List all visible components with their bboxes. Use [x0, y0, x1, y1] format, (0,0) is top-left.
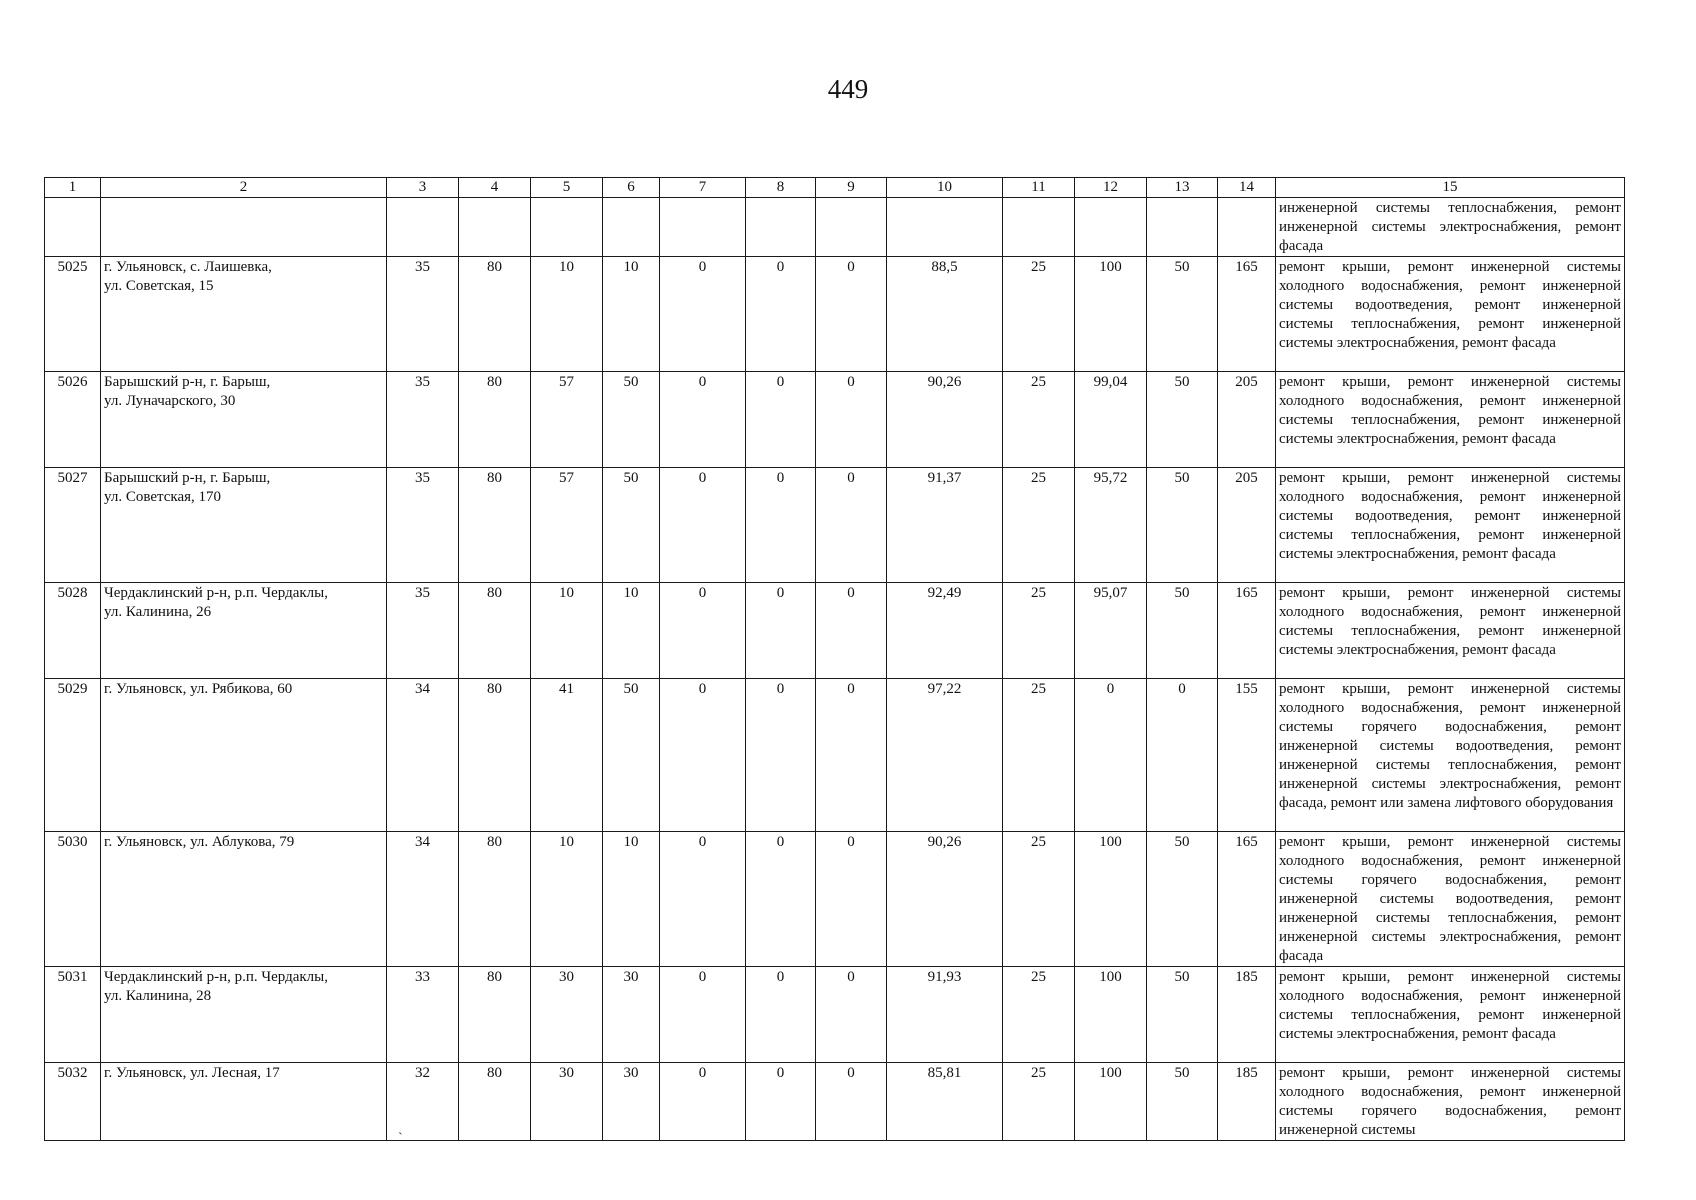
- row-value-col-10: 97,22: [887, 679, 1003, 832]
- address-line: Чердаклинский р-н, р.п. Чердаклы,: [104, 585, 328, 601]
- page-number: 449: [827, 74, 869, 104]
- row-id: 5028: [45, 583, 101, 679]
- row-value-col-13: 50: [1147, 468, 1218, 583]
- col-header: 12: [1075, 178, 1147, 198]
- row-value-col-6: [603, 198, 660, 257]
- row-value-col-4: 80: [459, 468, 531, 583]
- row-value-col-10: 85,81: [887, 1063, 1003, 1141]
- row-value-col-4: 80: [459, 1063, 531, 1141]
- address-line: ул. Калинина, 28: [104, 988, 212, 1004]
- col-header: 13: [1147, 178, 1218, 198]
- row-value-col-7: 0: [660, 967, 746, 1063]
- row-id: [45, 198, 101, 257]
- row-value-col-7: 0: [660, 1063, 746, 1141]
- row-value-col-14: 165: [1218, 583, 1276, 679]
- address-line: ул. Луначарского, 30: [104, 393, 236, 409]
- row-value-col-12: 100: [1075, 967, 1147, 1063]
- row-value-col-9: 0: [816, 583, 887, 679]
- table-row: [45, 967, 1625, 1063]
- row-value-col-5: 10: [531, 832, 603, 967]
- address-line: г. Ульяновск, ул. Лесная, 17: [104, 1065, 280, 1081]
- row-value-col-8: 0: [746, 679, 816, 832]
- row-value-col-9: [816, 198, 887, 257]
- row-value-col-13: 50: [1147, 1063, 1218, 1141]
- table-row: [45, 468, 1625, 583]
- row-address: [101, 372, 387, 468]
- row-value-col-12: 95,72: [1075, 468, 1147, 583]
- col-header: 9: [816, 178, 887, 198]
- row-value-col-3: 34: [387, 679, 459, 832]
- row-works: ремонт крыши, ремонт инженерной системы холодного водоснабжения, ремонт инженерной системы горячего водоснабжения, ремонт инженерной системы: [1276, 1063, 1625, 1141]
- row-value-col-7: 0: [660, 257, 746, 372]
- address-line: Чердаклинский р-н, р.п. Чердаклы,: [104, 969, 328, 985]
- col-header: 11: [1003, 178, 1075, 198]
- row-value-col-11: 25: [1003, 468, 1075, 583]
- row-address: [101, 679, 387, 832]
- col-header: 8: [746, 178, 816, 198]
- row-value-col-8: 0: [746, 1063, 816, 1141]
- row-value-col-14: 185: [1218, 1063, 1276, 1141]
- row-value-col-10: 88,5: [887, 257, 1003, 372]
- row-value-col-3: 35: [387, 257, 459, 372]
- row-value-col-14: 185: [1218, 967, 1276, 1063]
- table-row: [45, 372, 1625, 468]
- row-value-col-7: 0: [660, 583, 746, 679]
- row-value-col-9: 0: [816, 257, 887, 372]
- row-value-col-9: 0: [816, 1063, 887, 1141]
- row-value-col-5: 10: [531, 583, 603, 679]
- row-value-col-5: 10: [531, 257, 603, 372]
- row-value-col-9: 0: [816, 967, 887, 1063]
- row-works: ремонт крыши, ремонт инженерной системы холодного водоснабжения, ремонт инженерной системы горячего водоснабжения, ремонт инженерной системы водоотведения, ремонт инженерной системы теплоснабжения, ремонт инженерной системы электроснабжения, ремонт фасада: [1276, 832, 1625, 967]
- col-header: 10: [887, 178, 1003, 198]
- row-value-col-12: 0: [1075, 679, 1147, 832]
- col-header: 7: [660, 178, 746, 198]
- row-value-col-13: 50: [1147, 832, 1218, 967]
- row-address: [101, 468, 387, 583]
- row-value-col-11: [1003, 198, 1075, 257]
- row-id: 5032: [45, 1063, 101, 1141]
- row-value-col-3: [387, 198, 459, 257]
- row-value-col-12: [1075, 198, 1147, 257]
- row-value-col-7: [660, 198, 746, 257]
- row-value-col-14: 205: [1218, 372, 1276, 468]
- row-address: [101, 1063, 387, 1141]
- row-address: [101, 257, 387, 372]
- row-id: 5025: [45, 257, 101, 372]
- row-value-col-12: 99,04: [1075, 372, 1147, 468]
- row-value-col-3: 32: [387, 1063, 459, 1141]
- row-value-col-10: 91,37: [887, 468, 1003, 583]
- address-line: ул. Калинина, 26: [104, 604, 212, 620]
- row-value-col-10: 90,26: [887, 372, 1003, 468]
- row-value-col-11: 25: [1003, 583, 1075, 679]
- row-id: 5030: [45, 832, 101, 967]
- row-works: ремонт крыши, ремонт инженерной системы холодного водоснабжения, ремонт инженерной системы водоотведения, ремонт инженерной системы теплоснабжения, ремонт инженерной системы электроснабжения, ремонт фасада: [1276, 257, 1625, 372]
- row-value-col-8: 0: [746, 583, 816, 679]
- row-value-col-14: 205: [1218, 468, 1276, 583]
- row-value-col-13: 0: [1147, 679, 1218, 832]
- row-works: ремонт крыши, ремонт инженерной системы холодного водоснабжения, ремонт инженерной системы теплоснабжения, ремонт инженерной системы электроснабжения, ремонт фасада: [1276, 967, 1625, 1063]
- col-header: 1: [45, 178, 101, 198]
- row-address: [101, 967, 387, 1063]
- row-value-col-8: 0: [746, 372, 816, 468]
- row-value-col-14: [1218, 198, 1276, 257]
- row-value-col-11: 25: [1003, 372, 1075, 468]
- row-value-col-7: 0: [660, 372, 746, 468]
- registry-table: [44, 177, 1625, 1141]
- row-value-col-14: 155: [1218, 679, 1276, 832]
- row-value-col-12: 95,07: [1075, 583, 1147, 679]
- row-value-col-9: 0: [816, 832, 887, 967]
- row-value-col-9: 0: [816, 679, 887, 832]
- scan-mark: `: [398, 1131, 403, 1146]
- row-id: 5029: [45, 679, 101, 832]
- row-address: [101, 583, 387, 679]
- table-row: [45, 198, 1625, 257]
- row-address: [101, 198, 387, 257]
- row-value-col-13: 50: [1147, 257, 1218, 372]
- row-value-col-13: 50: [1147, 583, 1218, 679]
- col-header: 5: [531, 178, 603, 198]
- row-value-col-11: 25: [1003, 1063, 1075, 1141]
- row-value-col-7: 0: [660, 468, 746, 583]
- row-value-col-4: 80: [459, 832, 531, 967]
- address-line: ул. Советская, 15: [104, 278, 214, 294]
- row-works: инженерной системы теплоснабжения, ремонт инженерной системы электроснабжения, ремонт фасада: [1276, 198, 1625, 257]
- row-value-col-4: 80: [459, 679, 531, 832]
- row-id: 5031: [45, 967, 101, 1063]
- row-value-col-12: 100: [1075, 1063, 1147, 1141]
- table-row: [45, 832, 1625, 967]
- col-header: 14: [1218, 178, 1276, 198]
- address-line: Барышский р-н, г. Барыш,: [104, 374, 271, 390]
- row-value-col-4: 80: [459, 257, 531, 372]
- row-id: 5026: [45, 372, 101, 468]
- row-value-col-12: 100: [1075, 257, 1147, 372]
- row-value-col-6: 10: [603, 832, 660, 967]
- row-value-col-8: [746, 198, 816, 257]
- table-row: [45, 583, 1625, 679]
- row-value-col-7: 0: [660, 679, 746, 832]
- row-value-col-6: 50: [603, 679, 660, 832]
- row-value-col-6: 50: [603, 468, 660, 583]
- row-value-col-11: 25: [1003, 967, 1075, 1063]
- row-value-col-8: 0: [746, 832, 816, 967]
- row-value-col-13: 50: [1147, 372, 1218, 468]
- col-header: 2: [101, 178, 387, 198]
- address-line: г. Ульяновск, ул. Аблукова, 79: [104, 834, 295, 850]
- row-value-col-5: 30: [531, 967, 603, 1063]
- row-value-col-6: 50: [603, 372, 660, 468]
- row-address: [101, 832, 387, 967]
- row-value-col-14: 165: [1218, 257, 1276, 372]
- row-value-col-5: [531, 198, 603, 257]
- row-value-col-10: 91,93: [887, 967, 1003, 1063]
- row-works: ремонт крыши, ремонт инженерной системы холодного водоснабжения, ремонт инженерной системы горячего водоснабжения, ремонт инженерной системы водоотведения, ремонт инженерной системы теплоснабжения, ремонт инженерной системы электроснабжения, ремонт фасада, ремонт или замена лифтового оборудования: [1276, 679, 1625, 832]
- col-header: 3: [387, 178, 459, 198]
- address-line: г. Ульяновск, с. Лаишевка,: [104, 259, 272, 275]
- row-id: 5027: [45, 468, 101, 583]
- row-value-col-8: 0: [746, 967, 816, 1063]
- row-value-col-3: 33: [387, 967, 459, 1063]
- header-row: [45, 178, 1625, 198]
- row-value-col-9: 0: [816, 468, 887, 583]
- table-row: [45, 1063, 1625, 1141]
- row-value-col-5: 57: [531, 372, 603, 468]
- row-value-col-10: 90,26: [887, 832, 1003, 967]
- row-works: ремонт крыши, ремонт инженерной системы холодного водоснабжения, ремонт инженерной системы теплоснабжения, ремонт инженерной системы электроснабжения, ремонт фасада: [1276, 583, 1625, 679]
- row-value-col-6: 10: [603, 583, 660, 679]
- address-line: ул. Советская, 170: [104, 489, 221, 505]
- address-line: г. Ульяновск, ул. Рябикова, 60: [104, 681, 293, 697]
- row-value-col-4: 80: [459, 967, 531, 1063]
- row-value-col-5: 57: [531, 468, 603, 583]
- row-value-col-13: [1147, 198, 1218, 257]
- row-value-col-13: 50: [1147, 967, 1218, 1063]
- row-value-col-8: 0: [746, 468, 816, 583]
- row-value-col-12: 100: [1075, 832, 1147, 967]
- row-value-col-8: 0: [746, 257, 816, 372]
- row-works: ремонт крыши, ремонт инженерной системы холодного водоснабжения, ремонт инженерной системы водоотведения, ремонт инженерной системы теплоснабжения, ремонт инженерной системы электроснабжения, ремонт фасада: [1276, 468, 1625, 583]
- row-value-col-4: [459, 198, 531, 257]
- row-value-col-3: 35: [387, 583, 459, 679]
- row-value-col-3: 35: [387, 468, 459, 583]
- row-value-col-6: 10: [603, 257, 660, 372]
- row-value-col-5: 41: [531, 679, 603, 832]
- row-value-col-3: 34: [387, 832, 459, 967]
- table-row: [45, 679, 1625, 832]
- row-value-col-3: 35: [387, 372, 459, 468]
- row-value-col-5: 30: [531, 1063, 603, 1141]
- table-body: [45, 198, 1625, 1141]
- row-value-col-6: 30: [603, 1063, 660, 1141]
- row-value-col-11: 25: [1003, 832, 1075, 967]
- row-value-col-10: 92,49: [887, 583, 1003, 679]
- row-value-col-14: 165: [1218, 832, 1276, 967]
- table-row: [45, 257, 1625, 372]
- col-header: 4: [459, 178, 531, 198]
- col-header: 6: [603, 178, 660, 198]
- row-works: ремонт крыши, ремонт инженерной системы холодного водоснабжения, ремонт инженерной системы теплоснабжения, ремонт инженерной системы электроснабжения, ремонт фасада: [1276, 372, 1625, 468]
- row-value-col-11: 25: [1003, 257, 1075, 372]
- row-value-col-4: 80: [459, 583, 531, 679]
- row-value-col-10: [887, 198, 1003, 257]
- row-value-col-11: 25: [1003, 679, 1075, 832]
- row-value-col-9: 0: [816, 372, 887, 468]
- col-header: 15: [1276, 178, 1625, 198]
- address-line: Барышский р-н, г. Барыш,: [104, 470, 271, 486]
- row-value-col-7: 0: [660, 832, 746, 967]
- row-value-col-6: 30: [603, 967, 660, 1063]
- row-value-col-4: 80: [459, 372, 531, 468]
